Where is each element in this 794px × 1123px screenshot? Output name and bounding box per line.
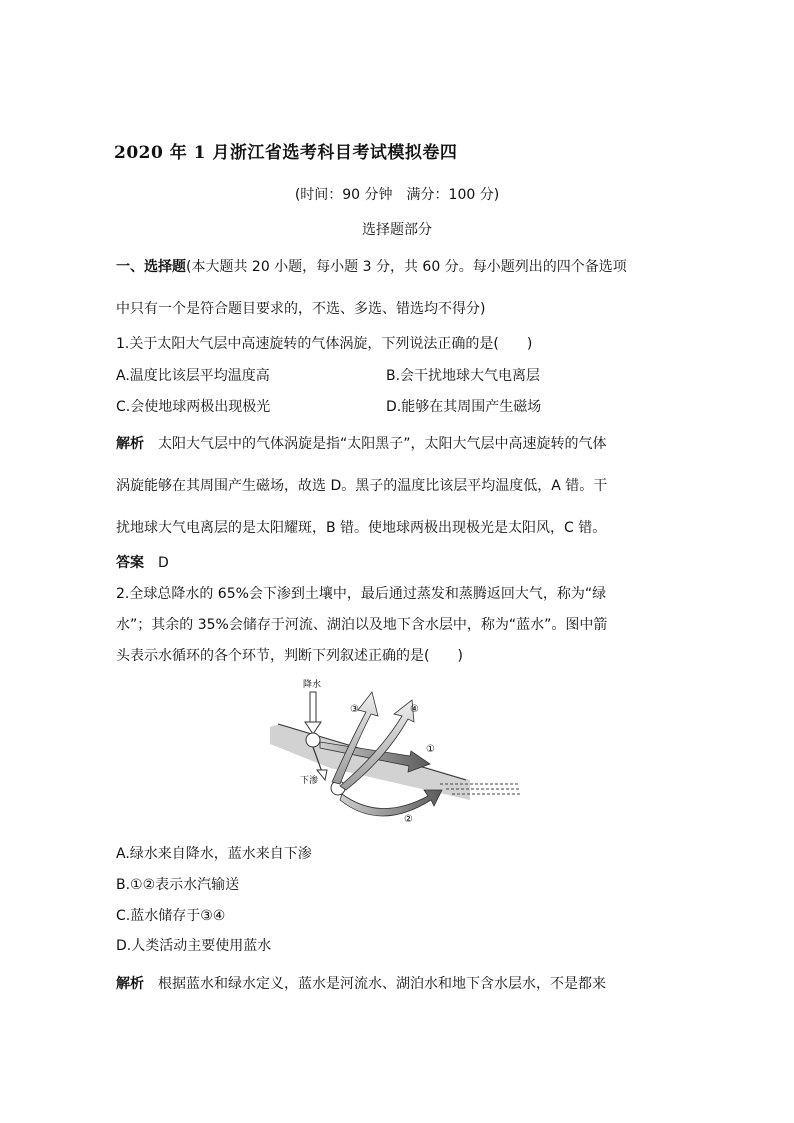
part1-instructions-line2: 中只有一个是符合题目要求的，不选、多选、错选均不得分) bbox=[116, 301, 486, 317]
q2-stem-line3: 头表示水循环的各个环节，判断下列叙述正确的是( ) bbox=[116, 648, 463, 664]
label-2: ② bbox=[404, 814, 413, 825]
part1-instructions-line1 bbox=[116, 256, 627, 276]
arrow-2 bbox=[340, 790, 442, 816]
q1-stem: 1.关于太阳大气层中高速旋转的气体涡旋，下列说法正确的是( ) bbox=[116, 336, 533, 352]
part1-instructions-text: (本大题共 20 小题，每小题 3 分，共 60 分。每小题列出的四个备选项 bbox=[186, 259, 627, 275]
page-title: 2020 年 1 月浙江省选考科目考试模拟卷四 bbox=[114, 143, 458, 163]
q1-analysis-label: 解析 bbox=[116, 436, 144, 452]
label-3: ③ bbox=[350, 704, 359, 715]
q1-option-c: C.会使地球两极出现极光 bbox=[116, 399, 271, 415]
q1-analysis-line1 bbox=[116, 433, 607, 453]
q1-answer bbox=[116, 552, 169, 572]
infiltration-arrow bbox=[317, 770, 327, 780]
q1-option-a: A.温度比该层平均温度高 bbox=[116, 368, 270, 384]
precipitation-label: 降水 bbox=[303, 680, 322, 690]
label-4: ④ bbox=[410, 704, 419, 715]
infiltration-node-1 bbox=[306, 733, 320, 747]
q1-analysis-line3: 扰地球大气电离层的是太阳耀斑，B 错。使地球两极出现极光是太阳风，C 错。 bbox=[116, 520, 607, 536]
q1-analysis-line2: 涡旋能够在其周围产生磁场，故选 D。黑子的温度比该层平均温度低，A 错。干 bbox=[116, 478, 608, 494]
precipitation-arrow bbox=[305, 692, 321, 734]
infiltration-label: 下渗 bbox=[300, 776, 319, 786]
q1-option-b: B.会干扰地球大气电离层 bbox=[386, 368, 541, 384]
q1-option-d: D.能够在其周围产生磁场 bbox=[386, 399, 542, 415]
q2-stem-line1: 2.全球总降水的 65%会下渗到土壤中，最后通过蒸发和蒸腾返回大气，称为“绿 bbox=[116, 586, 607, 602]
q2-analysis-label: 解析 bbox=[116, 976, 144, 992]
exam-time-info: (时间：90 分钟 满分：100 分) bbox=[294, 187, 500, 203]
q2-analysis-text-1: 根据蓝水和绿水定义，蓝水是河流水、湖泊水和地下含水层水，不是都来 bbox=[158, 976, 606, 992]
q2-option-a: A.绿水来自降水，蓝水来自下渗 bbox=[116, 846, 312, 862]
q1-answer-label: 答案 bbox=[116, 555, 144, 571]
q2-option-d: D.人类活动主要使用蓝水 bbox=[116, 938, 272, 954]
label-1: ① bbox=[426, 744, 435, 755]
part1-heading: 一、选择题 bbox=[116, 259, 186, 275]
q2-option-c: C.蓝水储存于③④ bbox=[116, 908, 226, 924]
q1-analysis-text-1: 太阳大气层中的气体涡旋是指“太阳黑子”，太阳大气层中高速旋转的气体 bbox=[158, 436, 607, 452]
q1-answer-value: D bbox=[158, 555, 169, 571]
q2-analysis-line1 bbox=[116, 973, 606, 993]
water-cycle-diagram bbox=[270, 672, 526, 832]
q2-stem-line2: 水”；其余的 35%会储存于河流、湖泊以及地下含水层中，称为“蓝水”。图中箭 bbox=[116, 617, 608, 633]
section-title: 选择题部分 bbox=[362, 222, 432, 238]
q2-option-b: B.①②表示水汽输送 bbox=[116, 877, 240, 893]
